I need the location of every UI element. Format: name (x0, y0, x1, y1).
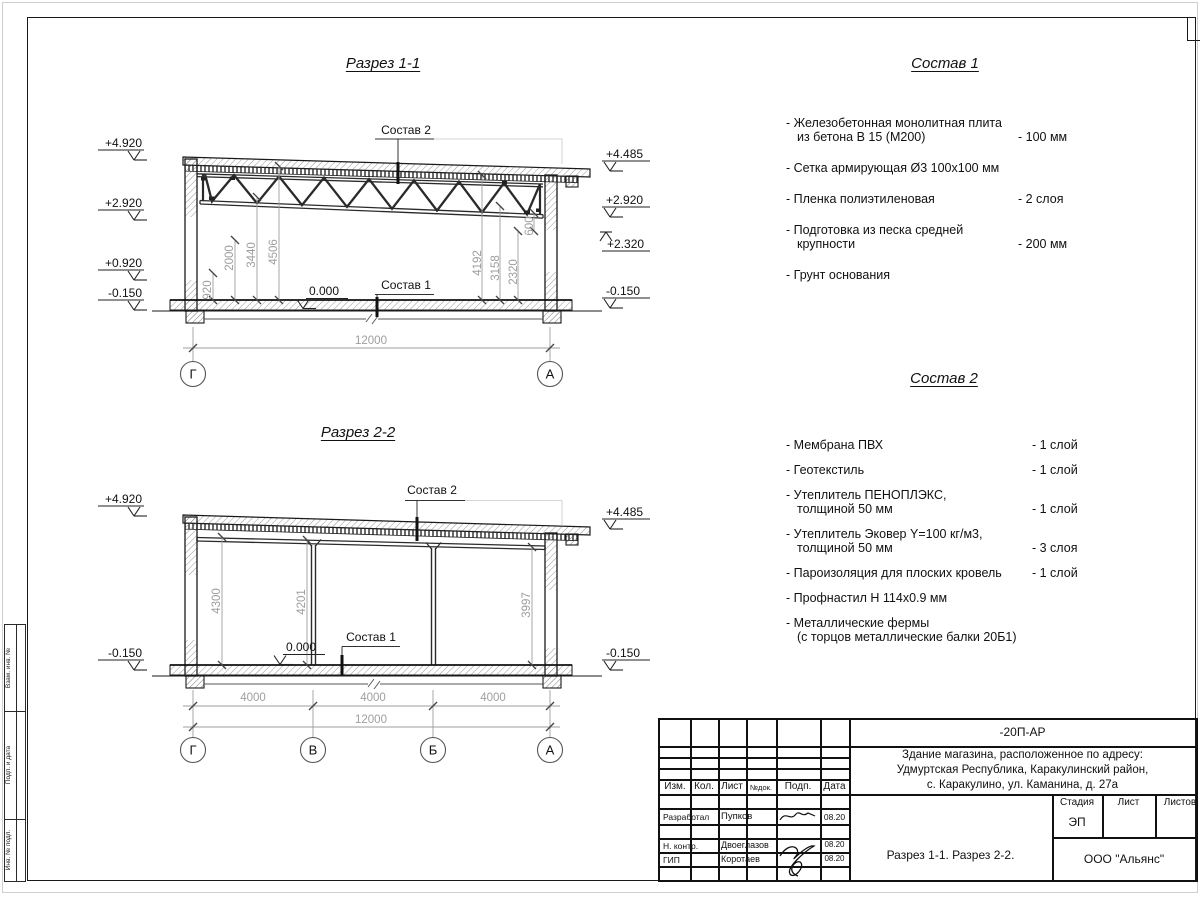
row-name: Двоеглазов (721, 840, 769, 850)
bottom-dimensions (181, 690, 563, 763)
stage-value: ЭП (1068, 815, 1086, 829)
row-name: Пупков (721, 811, 753, 822)
elevation-marks-right (602, 505, 650, 670)
layer-thickness: - 200 мм (1018, 237, 1068, 251)
left-margin-strip (4, 624, 26, 882)
signature (776, 838, 820, 882)
row-date: 08.20 (824, 840, 845, 849)
section-2-title: Разрез 2-2 (320, 424, 396, 441)
list-item: - Грунт основания (786, 268, 891, 282)
elevation-marks-left (98, 136, 147, 310)
signature (778, 809, 818, 823)
list-item: - Пароизоляция для плоских кровель - 1 слой (786, 566, 1078, 580)
sostav-leaders (297, 123, 562, 317)
sostav-1-heading: Состав 1 (911, 55, 979, 72)
list-item: - Пленка полиэтиленовая - 2 слоя (786, 192, 1064, 206)
svg-text:3158: 3158 (490, 255, 503, 281)
sheet-title: Разрез 1-1. Разрез 2-2. (886, 848, 1015, 862)
svg-text:3997: 3997 (521, 592, 534, 618)
svg-text:-0.150: -0.150 (107, 646, 142, 660)
list-item: - Геотекстиль - 1 слой (786, 463, 1078, 477)
sostav2-label: Состав 2 (407, 483, 457, 497)
col-header: Дата (823, 781, 846, 792)
sections-drawing (60, 40, 700, 800)
sostav-leaders (274, 483, 562, 675)
span-dim-label: 4000 (360, 692, 386, 704)
company-name: ООО "Альянс" (1083, 852, 1165, 866)
margin-divider (16, 625, 17, 881)
walls (185, 517, 557, 676)
total-dim-label: 12000 (355, 335, 387, 347)
title-block (658, 718, 1198, 882)
svg-text:+2.920: +2.920 (606, 193, 644, 207)
list-item: - Железобетонная монолитная плита из бетона В 15 (М200) - 100 мм (786, 116, 1068, 144)
svg-text:600: 600 (524, 216, 537, 236)
svg-text:+2.320: +2.320 (607, 237, 645, 251)
list-item: - Металлические фермы (с торцов металлические балки 20Б1) (786, 616, 1017, 644)
axis-label: В (308, 742, 318, 758)
interior-dimensions (222, 537, 532, 665)
col-header: Изм. (664, 781, 686, 792)
row-role: ГИП (663, 855, 680, 865)
layer-count: - 1 слой (1032, 463, 1078, 477)
svg-text:2320: 2320 (508, 259, 521, 285)
layer-thickness: - 100 мм (1018, 130, 1068, 144)
margin-cell-label: Взам. инв. № (5, 647, 12, 689)
svg-text:920: 920 (202, 280, 215, 300)
total-dim-label: 12000 (355, 714, 387, 726)
stage-col-header: Стадия (1059, 797, 1095, 808)
axis-label: А (545, 742, 555, 758)
section-1-1 (98, 123, 650, 387)
roof-slab (183, 515, 590, 545)
margin-cell-label: Подп. и дата (5, 745, 12, 785)
sostav-2-list (786, 438, 1088, 655)
svg-text:-0.150: -0.150 (606, 646, 641, 660)
layer-count: - 1 слой (1032, 566, 1078, 580)
axis-label: А (545, 366, 555, 382)
zero-level-label: 0.000 (286, 640, 317, 654)
svg-text:4300: 4300 (211, 588, 224, 614)
elevation-mark-up (600, 232, 650, 251)
sostav-2-heading: Состав 2 (910, 370, 978, 387)
list-item: - Сетка армирующая Ø3 100х100 мм (786, 161, 1000, 175)
svg-text:4192: 4192 (472, 250, 485, 276)
svg-text:2000: 2000 (224, 245, 237, 271)
svg-text:-0.150: -0.150 (107, 286, 142, 300)
svg-text:+2.920: +2.920 (104, 196, 142, 210)
sostav1-label: Состав 1 (346, 630, 396, 644)
col-header: Лист (721, 781, 743, 792)
row-name: Коротаев (721, 854, 760, 864)
sostav1-label: Состав 1 (381, 278, 431, 292)
svg-text:+4.920: +4.920 (104, 136, 142, 150)
roof-end-cap (566, 534, 578, 545)
bottom-dimension (181, 327, 563, 387)
svg-text:4506: 4506 (268, 239, 281, 265)
row-date: 08.20 (823, 812, 846, 822)
elevation-marks-left (98, 492, 147, 670)
col-header: Кол. (694, 781, 714, 792)
frame-corner-cell (1187, 17, 1200, 41)
margin-cell-label: Инв. № подл. (5, 829, 12, 871)
document-code: -20П-АР (999, 725, 1046, 739)
sheets-col-header: Листов (1163, 797, 1197, 808)
roof-end-cap (566, 176, 578, 187)
row-date: 08.20 (824, 854, 845, 863)
axis-label: Б (428, 742, 438, 758)
roof-beam (197, 538, 545, 550)
list-item: - Утеплитель Эковер Y=100 кг/м3, толщиной 50 мм - 3 слоя (786, 527, 1078, 555)
svg-text:+4.485: +4.485 (606, 147, 644, 161)
svg-text:+0.920: +0.920 (104, 256, 142, 270)
interior-dimension-labels (211, 588, 533, 618)
svg-text:+4.920: +4.920 (104, 492, 142, 506)
zero-level-label: 0.000 (309, 284, 340, 298)
layer-thickness: - 2 слоя (1018, 192, 1064, 206)
span-dim-label: 4000 (240, 692, 266, 704)
layer-count: - 3 слоя (1032, 541, 1078, 555)
project-address: Здание магазина, расположенное по адресу: Удмуртская Республика, Каракулинский район, с. Каракулино, ул. Каманина, д. 27а (896, 749, 1149, 791)
span-dim-label: 4000 (480, 692, 506, 704)
axis-label: Г (189, 742, 197, 758)
col-header: №док. (750, 783, 772, 792)
sheet-col-header: Лист (1117, 797, 1140, 808)
section-2-2 (98, 483, 650, 763)
svg-text:+4.485: +4.485 (606, 505, 644, 519)
row-role: Разработал (663, 812, 710, 822)
interior-dimension-labels (202, 216, 536, 299)
floor-foundation (152, 665, 602, 689)
elevation-marks-right (600, 147, 650, 308)
list-item: - Подготовка из песка средней крупности - 200 мм (786, 223, 1068, 251)
list-item: - Профнастил Н 114х0.9 мм (786, 591, 948, 605)
list-item: - Утеплитель ПЕНОПЛЭКС, толщиной 50 мм - 1 слой (786, 488, 1078, 516)
svg-text:3440: 3440 (246, 242, 259, 268)
list-item: - Мембрана ПВХ - 1 слой (786, 438, 1078, 452)
col-header: Подп. (784, 781, 812, 792)
row-role: Н. контр. (663, 841, 699, 851)
axis-label: Г (189, 366, 197, 382)
sostav-1-list (786, 116, 1088, 299)
svg-text:-0.150: -0.150 (606, 284, 641, 298)
sostav2-label: Состав 2 (381, 123, 431, 137)
section-1-title: Разрез 1-1 (345, 55, 421, 72)
layer-count: - 1 слой (1032, 502, 1078, 516)
layer-count: - 1 слой (1032, 438, 1078, 452)
svg-text:4201: 4201 (296, 589, 309, 615)
